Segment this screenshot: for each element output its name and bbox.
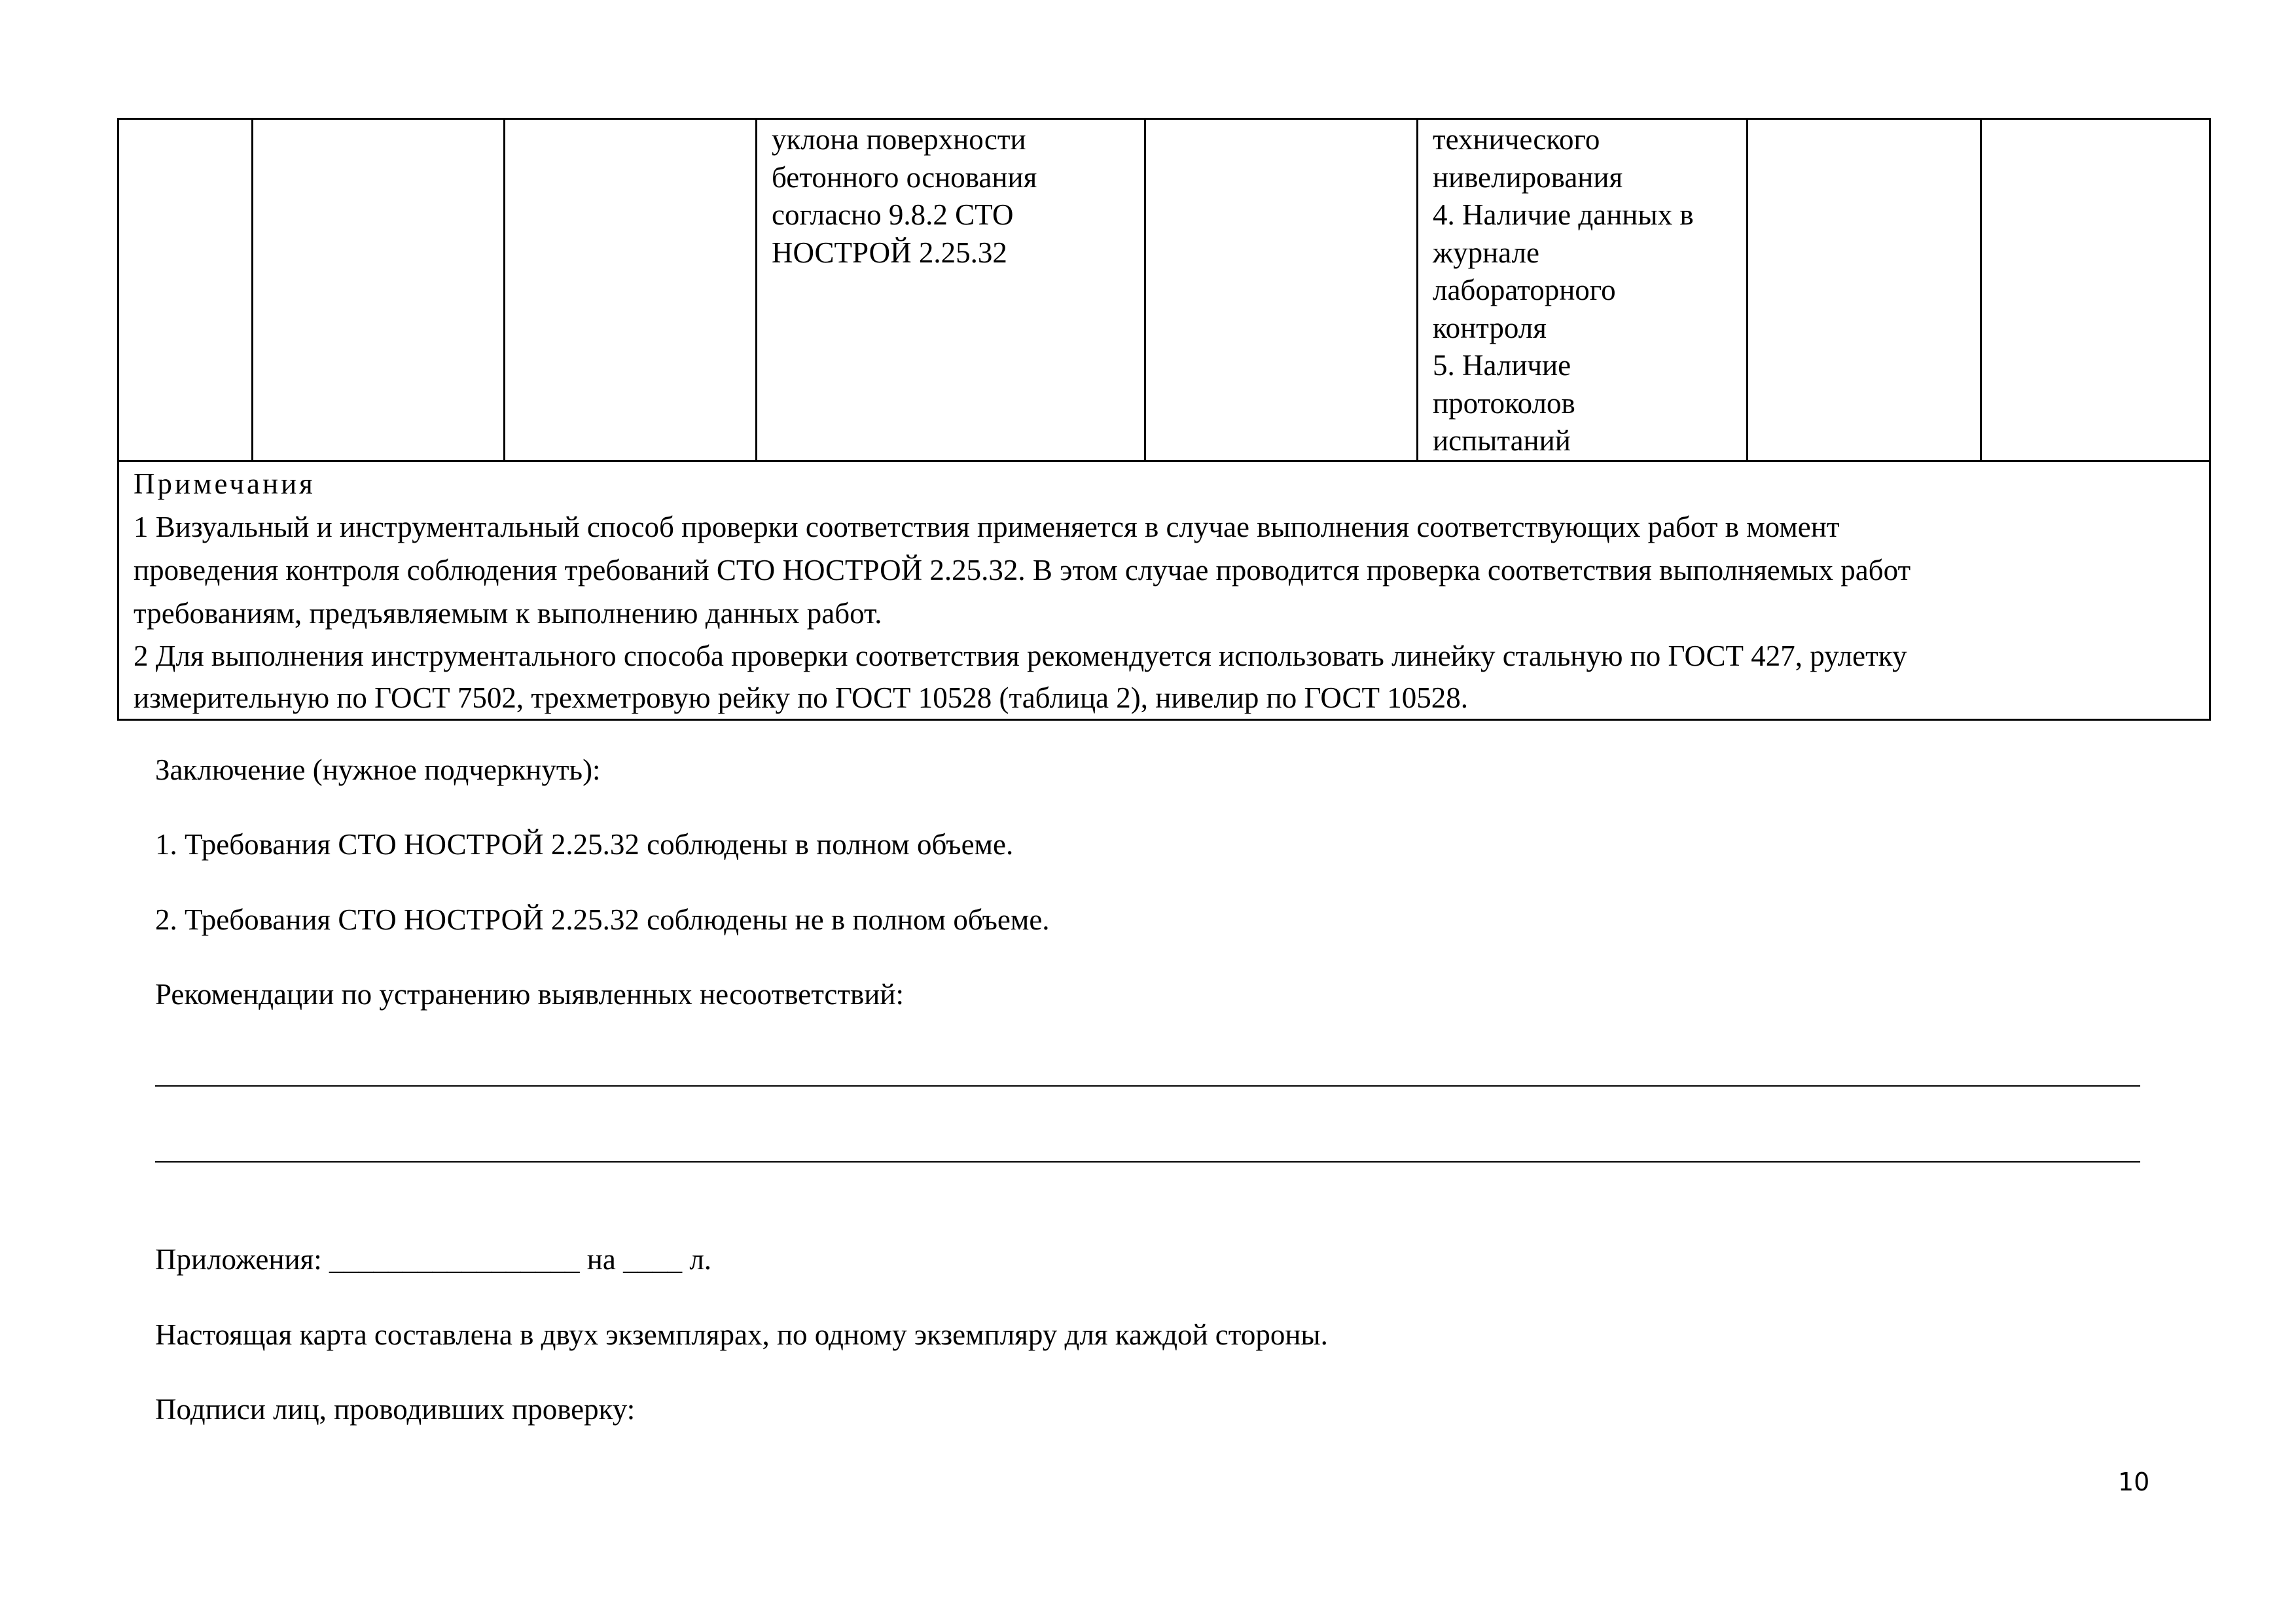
conclusion-option-1[interactable]: 1. Требования СТО НОСТРОЙ 2.25.32 соблюдены в полном объеме.	[155, 828, 1014, 861]
signatures-label: Подписи лиц, проводивших проверку:	[155, 1393, 636, 1426]
table-cell-7	[1748, 119, 1981, 461]
notes-line: проведения контроля соблюдения требований СТО НОСТРОЙ 2.25.32. В этом случае проводится проверка соответствия выполняемых работ	[134, 553, 1911, 586]
requirement-line: уклона поверхности	[772, 123, 1026, 156]
verification-line: контроля	[1433, 311, 1547, 344]
attachments-line	[155, 1241, 711, 1278]
recommendations-line-1[interactable]	[155, 1085, 2140, 1087]
page-number: 10	[2118, 1468, 2150, 1496]
notes-line: 1 Визуальный и инструментальный способ проверки соответствия применяется в случае выполнения соответствующих работ в момент	[134, 510, 1840, 543]
table-cell-requirement	[757, 119, 1145, 461]
table-cell-5	[1145, 119, 1418, 461]
attachments-unit: л.	[689, 1243, 712, 1276]
verification-line: лабораторного	[1433, 274, 1616, 306]
conclusion-option-2[interactable]: 2. Требования СТО НОСТРОЙ 2.25.32 соблюдены не в полном объеме.	[155, 903, 1050, 936]
notes-line: требованиям, предъявляемым к выполнению данных работ.	[134, 596, 882, 630]
verification-text	[1418, 118, 1746, 460]
table-row	[118, 119, 2210, 461]
verification-line: журнале	[1433, 236, 1539, 269]
verification-line: нивелирования	[1433, 160, 1623, 194]
notes-cell	[118, 461, 2210, 719]
verification-line: 5. Наличие	[1433, 349, 1571, 382]
copies-statement: Настоящая карта составлена в двух экземплярах, по одному экземпляру для каждой стороны.	[155, 1318, 1328, 1351]
table-cell-8	[1981, 119, 2210, 461]
notes-line: измерительную по ГОСТ 7502, трехметровую рейку по ГОСТ 10528 (таблица 2), нивелир по ГОСТ 10528.	[134, 681, 1468, 714]
attachments-sheets-blank[interactable]: ____	[623, 1243, 683, 1276]
table-cell-verification	[1418, 119, 1748, 461]
table-cell-1	[118, 119, 253, 461]
inspection-table	[117, 118, 2211, 721]
attachments-blank[interactable]: _________________	[329, 1243, 580, 1276]
table-cell-2	[253, 119, 505, 461]
conclusion-heading: Заключение (нужное подчеркнуть):	[155, 753, 601, 786]
verification-line: 4. Наличие данных в	[1433, 198, 1694, 231]
attachments-on: на	[586, 1243, 616, 1276]
attachments-label: Приложения:	[155, 1243, 322, 1276]
requirement-text	[757, 118, 1144, 272]
recommendations-line-2[interactable]	[155, 1161, 2140, 1163]
notes-line: 2 Для выполнения инструментального способа проверки соответствия рекомендуется использовать линейку стальную по ГОСТ 427, рулетку	[134, 639, 1907, 672]
notes-heading: Примечания	[134, 467, 315, 500]
table-cell-3	[505, 119, 757, 461]
verification-line: протоколов	[1433, 386, 1575, 420]
requirement-line: согласно 9.8.2 СТО	[772, 198, 1014, 231]
notes-block	[119, 462, 2209, 719]
requirement-line: НОСТРОЙ 2.25.32	[772, 236, 1007, 269]
requirement-line: бетонного основания	[772, 160, 1037, 194]
notes-row	[118, 461, 2210, 719]
recommendations-label: Рекомендации по устранению выявленных несоответствий:	[155, 978, 904, 1011]
verification-line: испытаний	[1433, 424, 1571, 457]
verification-line: технического	[1433, 123, 1600, 156]
